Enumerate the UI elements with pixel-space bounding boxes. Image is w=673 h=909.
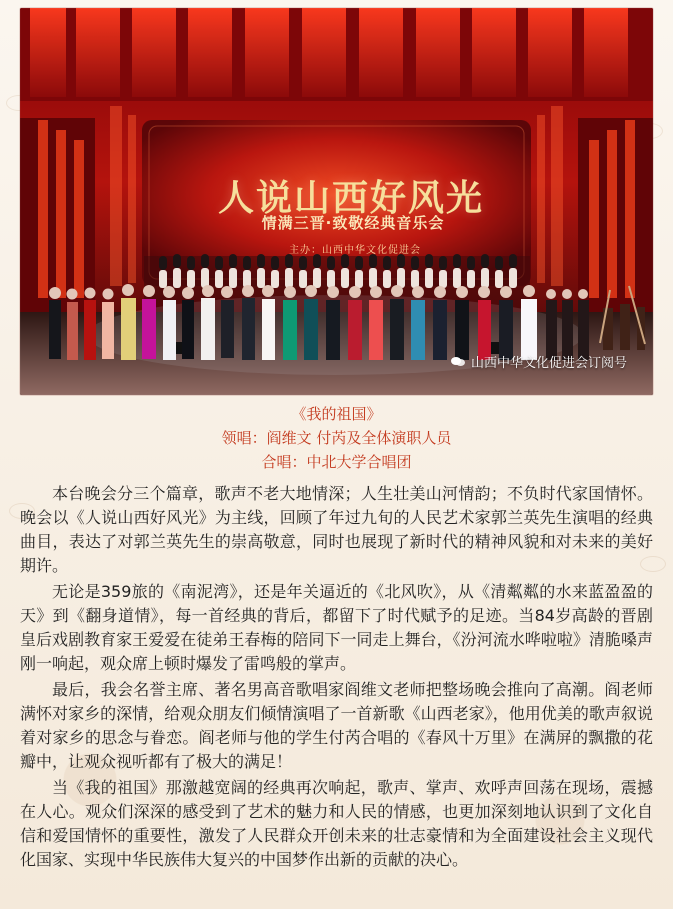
photo-watermark [451, 352, 627, 371]
chorus-credit: 合唱：中北大学合唱团 [261, 453, 412, 471]
stage-title: 人说山西好风光 [217, 177, 484, 219]
wechat-icon [451, 356, 466, 367]
watermark-text: 山西中华文化促进会订阅号 [470, 356, 627, 371]
paragraph-3: 最后，我会名誉主席、著名男高音歌唱家阎维文老师把整场晚会推向了高潮。阎老师满怀对家乡的深情，给观众朋友们倾情演唱了一首新歌《山西老家》，他用优美的歌声叙说着对家乡的思念与眷恋。阎老师与他的学生付芮合唱的《春风十万里》在满屏的飘撒的花瓣中，让观众视听都有了极大的满足！ [20, 680, 653, 771]
concert-photo [20, 8, 653, 395]
paragraph-2: 无论是359旅的《南泥湾》，还是年关逼近的《北风吹》，从《清粼粼的水来蓝盈盈的天》到《翻身道情》，每一首经典的背后，都留下了时代赋予的足迹。当84岁高龄的晋剧皇后戏剧教育家王爱爱在徒弟王春梅的陪同下一同走上舞台，《汾河流水哗啦啦》清脆嗓声刚一响起，观众席上顿时爆发了雷鸣般的掌声。 [20, 582, 653, 673]
stage-subtitle: 情满三晋·致敬经典音乐会 [261, 214, 445, 232]
lead-singers: 领唱：阎维文 付芮及全体演职人员 [221, 429, 452, 447]
song-captions [0, 402, 673, 474]
song-title: 《我的祖国》 [291, 405, 382, 423]
article-body [20, 482, 653, 874]
stage-small-caption: 主办：山西中华文化促进会 [289, 245, 421, 256]
paragraph-1: 本台晚会分三个篇章，歌声不老大地情深；人生壮美山河情韵；不负时代家国情怀。晚会以《人说山西好风光》为主线，回顾了年过九旬的人民艺术家郭兰英先生演唱的经典曲目，表达了对郭兰英先生的崇高敬意，同时也展现了新时代的精神风貌和对未来的美好期许。 [20, 484, 653, 575]
paragraph-4: 当《我的祖国》那激越宽阔的经典再次响起，歌声、掌声、欢呼声回荡在现场，震撼在人心。观众们深深的感受到了艺术的魅力和人民的情感，也更加深刻地认识到了文化自信和爱国情怀的重要性，激发了人民群众开创未来的壮志豪情和为全面建设社会主义现代化国家、实现中华民族伟大复兴的中国梦作出新的贡献的决心。 [20, 778, 653, 869]
